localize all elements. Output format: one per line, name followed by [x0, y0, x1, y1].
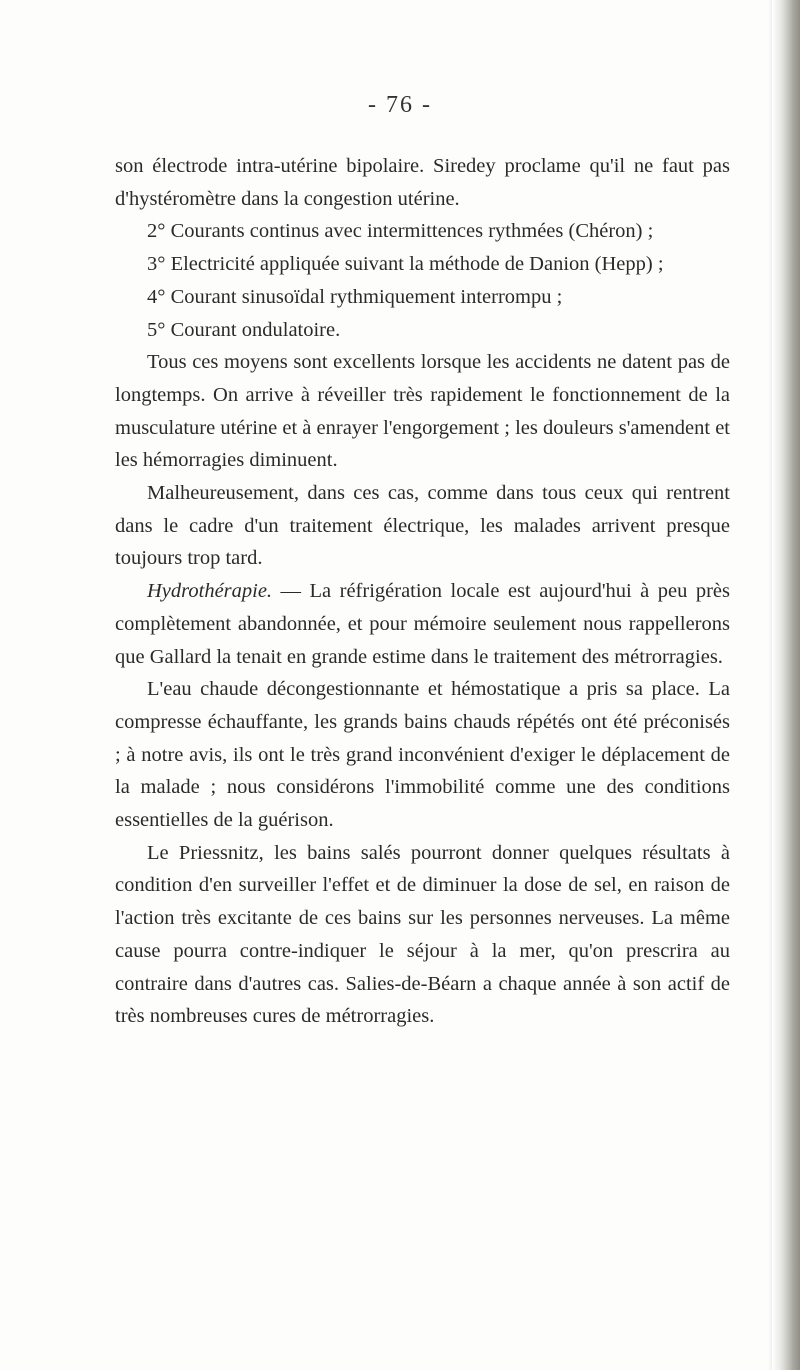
list-item-3: 3° Electricité appliquée suivant la méthode de Danion (Hepp) ; — [147, 253, 664, 276]
body-text — [115, 150, 730, 1033]
list-item-2: 2° Courants continus avec intermittences rythmées (Chéron) ; — [147, 220, 654, 243]
paragraph-hydrotherapie-text: — La réfrigération locale est aujourd'hui à peu près complètement abandonnée, et pour mémoire seulement nous rappellerons que Gallard la tenait en grande estime dans le traitement des métrorragies. — [115, 580, 730, 668]
paragraph-malheureusement: Malheureusement, dans ces cas, comme dans tous ceux qui rentrent dans le cadre d'un traitement électrique, les malades arrivent presque toujours trop tard. — [115, 482, 730, 570]
paragraph-eau-chaude: L'eau chaude décongestionnante et hémostatique a pris sa place. La compresse échauffante, les grands bains chauds répétés ont été préconisés ; à notre avis, ils ont le très grand inconvénient d'exiger le déplacement de la malade ; nous considérons l'immobilité comme une des conditions essentielles de la guérison. — [115, 678, 730, 832]
paragraph-continuation: son électrode intra-utérine bipolaire. Siredey proclame qu'il ne faut pas d'hystéromètre dans la congestion utérine. — [115, 155, 730, 210]
section-heading-hydrotherapie: Hydrothérapie. — [147, 580, 273, 603]
paragraph-hydrotherapie — [115, 575, 730, 673]
paragraph-moyens: Tous ces moyens sont excellents lorsque les accidents ne datent pas de longtemps. On arrive à réveiller très rapidement le fonctionnement de la musculature utérine et à enrayer l'engorgement ; les douleurs s'amendent et les hémorragies diminuent. — [115, 351, 730, 472]
page-number: - 76 - — [368, 92, 432, 118]
binding-edge — [772, 0, 800, 1370]
list-item-4: 4° Courant sinusoïdal rythmiquement interrompu ; — [147, 285, 563, 308]
paragraph-priessnitz: Le Priessnitz, les bains salés pourront donner quelques résultats à condition d'en surveiller l'effet et de diminuer la dose de sel, en raison de l'action très excitante de ces bains sur les personnes nerveuses. La même cause pourra contre-indiquer le séjour à la mer, qu'on prescrira au contraire dans d'autres cas. Salies-de-Béarn a chaque année à son actif de très nombreuses cures de métrorragies. — [115, 841, 730, 1028]
list-item-5: 5° Courant ondulatoire. — [147, 318, 341, 341]
